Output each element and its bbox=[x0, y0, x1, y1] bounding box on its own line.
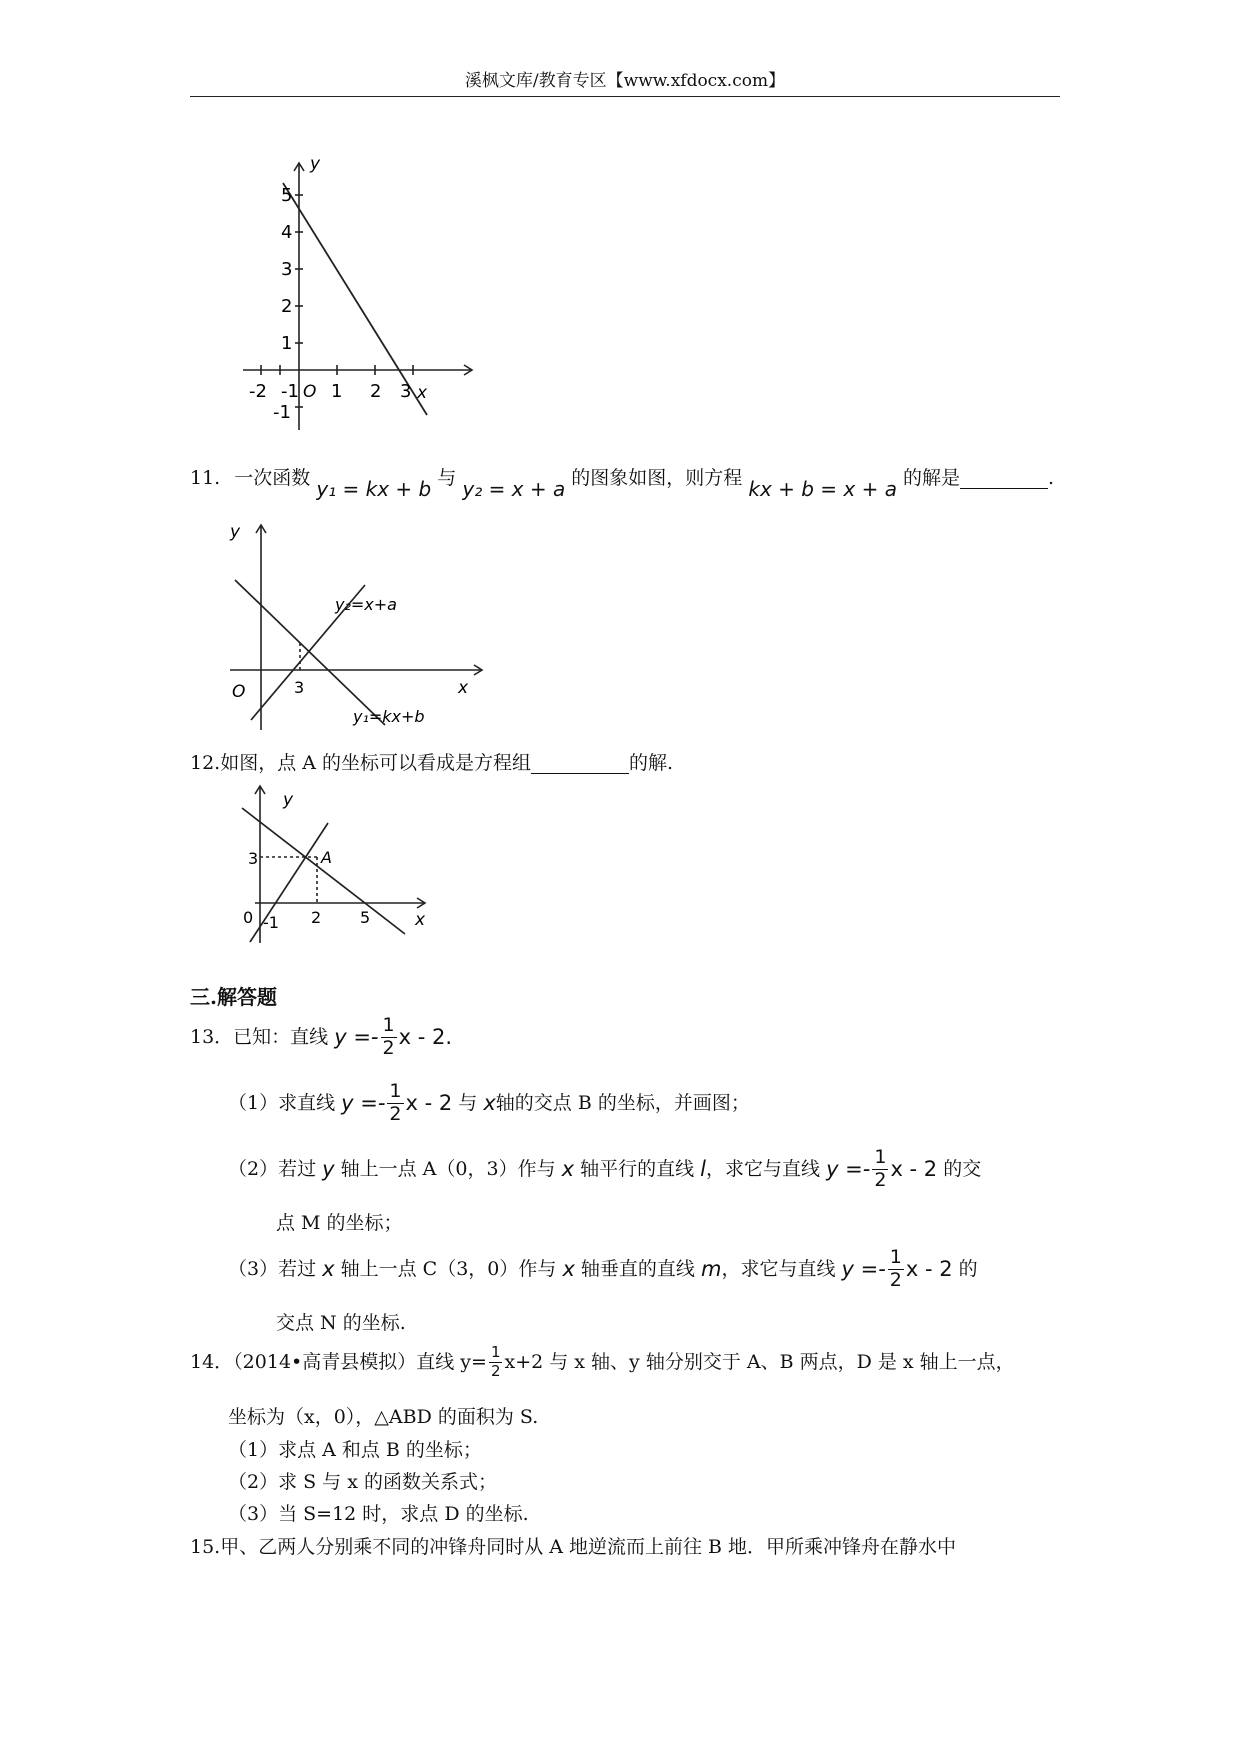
q11-text: 一次函数 bbox=[234, 467, 311, 489]
q12-text: 的解. bbox=[629, 752, 674, 774]
page-header: 溪枫文库/教育专区【www.xfdocx.com】 bbox=[464, 71, 786, 91]
graph-1-xtick: 2 bbox=[370, 381, 382, 402]
q13-p3-eq-rhs: x - 2 bbox=[905, 1256, 953, 1281]
q13-p3-text: 轴垂直的直线 bbox=[580, 1257, 695, 1280]
graph-1-ytick: 4 bbox=[281, 222, 293, 243]
question-12 bbox=[190, 754, 673, 774]
q11-text: . bbox=[1048, 467, 1055, 489]
q14-line-2: 坐标为（x，0），△ABD 的面积为 S. bbox=[228, 1406, 539, 1428]
graph-1-xtick: -2 bbox=[249, 381, 267, 402]
q13-p3-var: m bbox=[700, 1256, 722, 1281]
graph-1-xtick: -1 bbox=[281, 381, 299, 402]
header-rule bbox=[190, 96, 1060, 97]
q13-eq-lhs: y =- bbox=[334, 1024, 379, 1049]
graph-3-xtick: -1 bbox=[263, 913, 279, 932]
graph-1-xtick: 1 bbox=[331, 381, 343, 402]
graph-2 bbox=[225, 515, 495, 735]
q14-text: 14．（2014•高青县模拟）直线 y= bbox=[190, 1350, 487, 1373]
q11-eq1: y₁ = kx + b bbox=[316, 477, 432, 501]
graph-3 bbox=[235, 778, 435, 948]
q13-p1-text: （1）求直线 bbox=[228, 1091, 336, 1114]
q13-part-2 bbox=[228, 1148, 981, 1191]
graph-1-ytick: 5 bbox=[281, 185, 293, 206]
q13-p3-text: 轴上一点 C（3，0）作与 bbox=[340, 1257, 557, 1280]
section-title: 三.解答题 bbox=[190, 985, 277, 1009]
q13-p3-var: x bbox=[322, 1256, 335, 1281]
q13-p1-text: 与 bbox=[458, 1091, 478, 1114]
q13-p2-text: ，求它与直线 bbox=[706, 1157, 821, 1180]
q11-eq2: y₂ = x + a bbox=[462, 477, 566, 501]
q13-p2-eq-rhs: x - 2 bbox=[890, 1156, 938, 1181]
graph-2-label-y2: y₂=x+a bbox=[335, 595, 397, 614]
graph-3-ytick: 3 bbox=[248, 849, 259, 868]
q13-p1-eq-lhs: y =- bbox=[341, 1090, 386, 1115]
q13-p3-var: x bbox=[562, 1256, 575, 1281]
graph-2-tick: 3 bbox=[294, 678, 305, 697]
graph-3-origin: 0 bbox=[243, 908, 254, 927]
q14-part-3: （3）当 S=12 时，求点 D 的坐标. bbox=[228, 1503, 529, 1525]
q13-p2-var: x bbox=[561, 1156, 575, 1181]
q13-p2-text: 的交 bbox=[943, 1157, 982, 1180]
graph-1-xtick: 3 bbox=[400, 381, 412, 402]
q13-p3-fraction: $\frac{1}{2}$ bbox=[889, 1246, 902, 1291]
q13-lead: 13．已知：直线 bbox=[190, 1025, 329, 1048]
graph-1-ytick: 2 bbox=[281, 296, 293, 317]
graph-3-xtick: 2 bbox=[311, 908, 322, 927]
q14-part-1: （1）求点 A 和点 B 的坐标； bbox=[228, 1439, 482, 1461]
q14-part-2: （2）求 S 与 x 的函数关系式； bbox=[228, 1471, 497, 1493]
graph-2-x-label: x bbox=[458, 678, 469, 698]
q13-p2-text: 轴上一点 A（0，3）作与 bbox=[340, 1157, 556, 1180]
question-15: 15.甲、乙两人分别乘不同的冲锋舟同时从 A 地逆流而上前往 B 地．甲所乘冲锋舟在静水中 bbox=[190, 1536, 957, 1558]
q11-text: 的解是 bbox=[903, 467, 961, 489]
graph-2-label-y1: y₁=kx+b bbox=[353, 707, 425, 726]
q13-p2-eq-lhs: y =- bbox=[826, 1156, 871, 1181]
q13-part-3 bbox=[228, 1248, 978, 1291]
q14-text: x+2 与 x 轴、y 轴分别交于 A、B 两点，D 是 x 轴上一点， bbox=[504, 1350, 1015, 1373]
q13-p2-fraction: $\frac{1}{2}$ bbox=[874, 1146, 887, 1191]
graph-2-origin: O bbox=[232, 682, 246, 702]
question-11 bbox=[190, 467, 1055, 501]
q13-p2-text: 轴平行的直线 bbox=[580, 1157, 695, 1180]
graph-3-point-label: A bbox=[321, 848, 332, 867]
graph-2-y-label: y bbox=[230, 522, 241, 542]
q13-p2-var: y bbox=[322, 1156, 335, 1181]
q12-text: 12.如图，点 A 的坐标可以看成是方程组 bbox=[190, 752, 532, 774]
q13-eq-rhs: x - 2. bbox=[398, 1024, 453, 1049]
q12-answer-blank bbox=[531, 754, 629, 774]
q13-p3-text: （3）若过 bbox=[228, 1257, 317, 1280]
graph-3-y-label: y bbox=[283, 790, 294, 810]
graph-1-ytick: 3 bbox=[281, 259, 293, 280]
graph-1-x-label: x bbox=[417, 383, 428, 403]
question-13 bbox=[190, 1016, 452, 1059]
q13-p2-text: （2）若过 bbox=[228, 1157, 317, 1180]
q13-p2-var: l bbox=[700, 1156, 707, 1181]
graph-3-x-label: x bbox=[415, 910, 426, 930]
q13-p1-var: x bbox=[483, 1090, 496, 1115]
q13-fraction: $\frac{1}{2}$ bbox=[382, 1014, 395, 1059]
q13-p1-text: 轴的交点 B 的坐标，并画图； bbox=[495, 1091, 750, 1114]
graph-1 bbox=[235, 155, 495, 435]
q13-p1-eq-rhs: x - 2 bbox=[405, 1090, 453, 1115]
graph-1-y-label: y bbox=[310, 155, 321, 174]
q14-fraction: $\frac{1}{2}$ bbox=[490, 1343, 501, 1380]
q13-p3-text: ，求它与直线 bbox=[721, 1257, 836, 1280]
q13-p3-text: 的 bbox=[958, 1257, 978, 1280]
graph-1-ytick: -1 bbox=[273, 402, 291, 423]
q11-text: 的图象如图，则方程 bbox=[571, 467, 743, 489]
q13-part-1 bbox=[228, 1082, 750, 1125]
graph-3-xtick: 5 bbox=[360, 908, 371, 927]
q11-eq3: kx + b = x + a bbox=[748, 477, 897, 501]
question-14 bbox=[190, 1345, 1015, 1380]
graph-1-origin: O bbox=[303, 382, 317, 402]
q11-text: 与 bbox=[437, 467, 457, 489]
q11-answer-blank bbox=[960, 469, 1048, 489]
q13-part-3-cont: 交点 N 的坐标. bbox=[276, 1312, 406, 1334]
q13-p3-eq-lhs: y =- bbox=[841, 1256, 886, 1281]
q13-p1-fraction: $\frac{1}{2}$ bbox=[389, 1080, 402, 1125]
graph-1-ytick: 1 bbox=[281, 333, 293, 354]
q13-part-2-cont: 点 M 的坐标； bbox=[276, 1212, 403, 1234]
q11-number: 11. bbox=[190, 467, 221, 489]
